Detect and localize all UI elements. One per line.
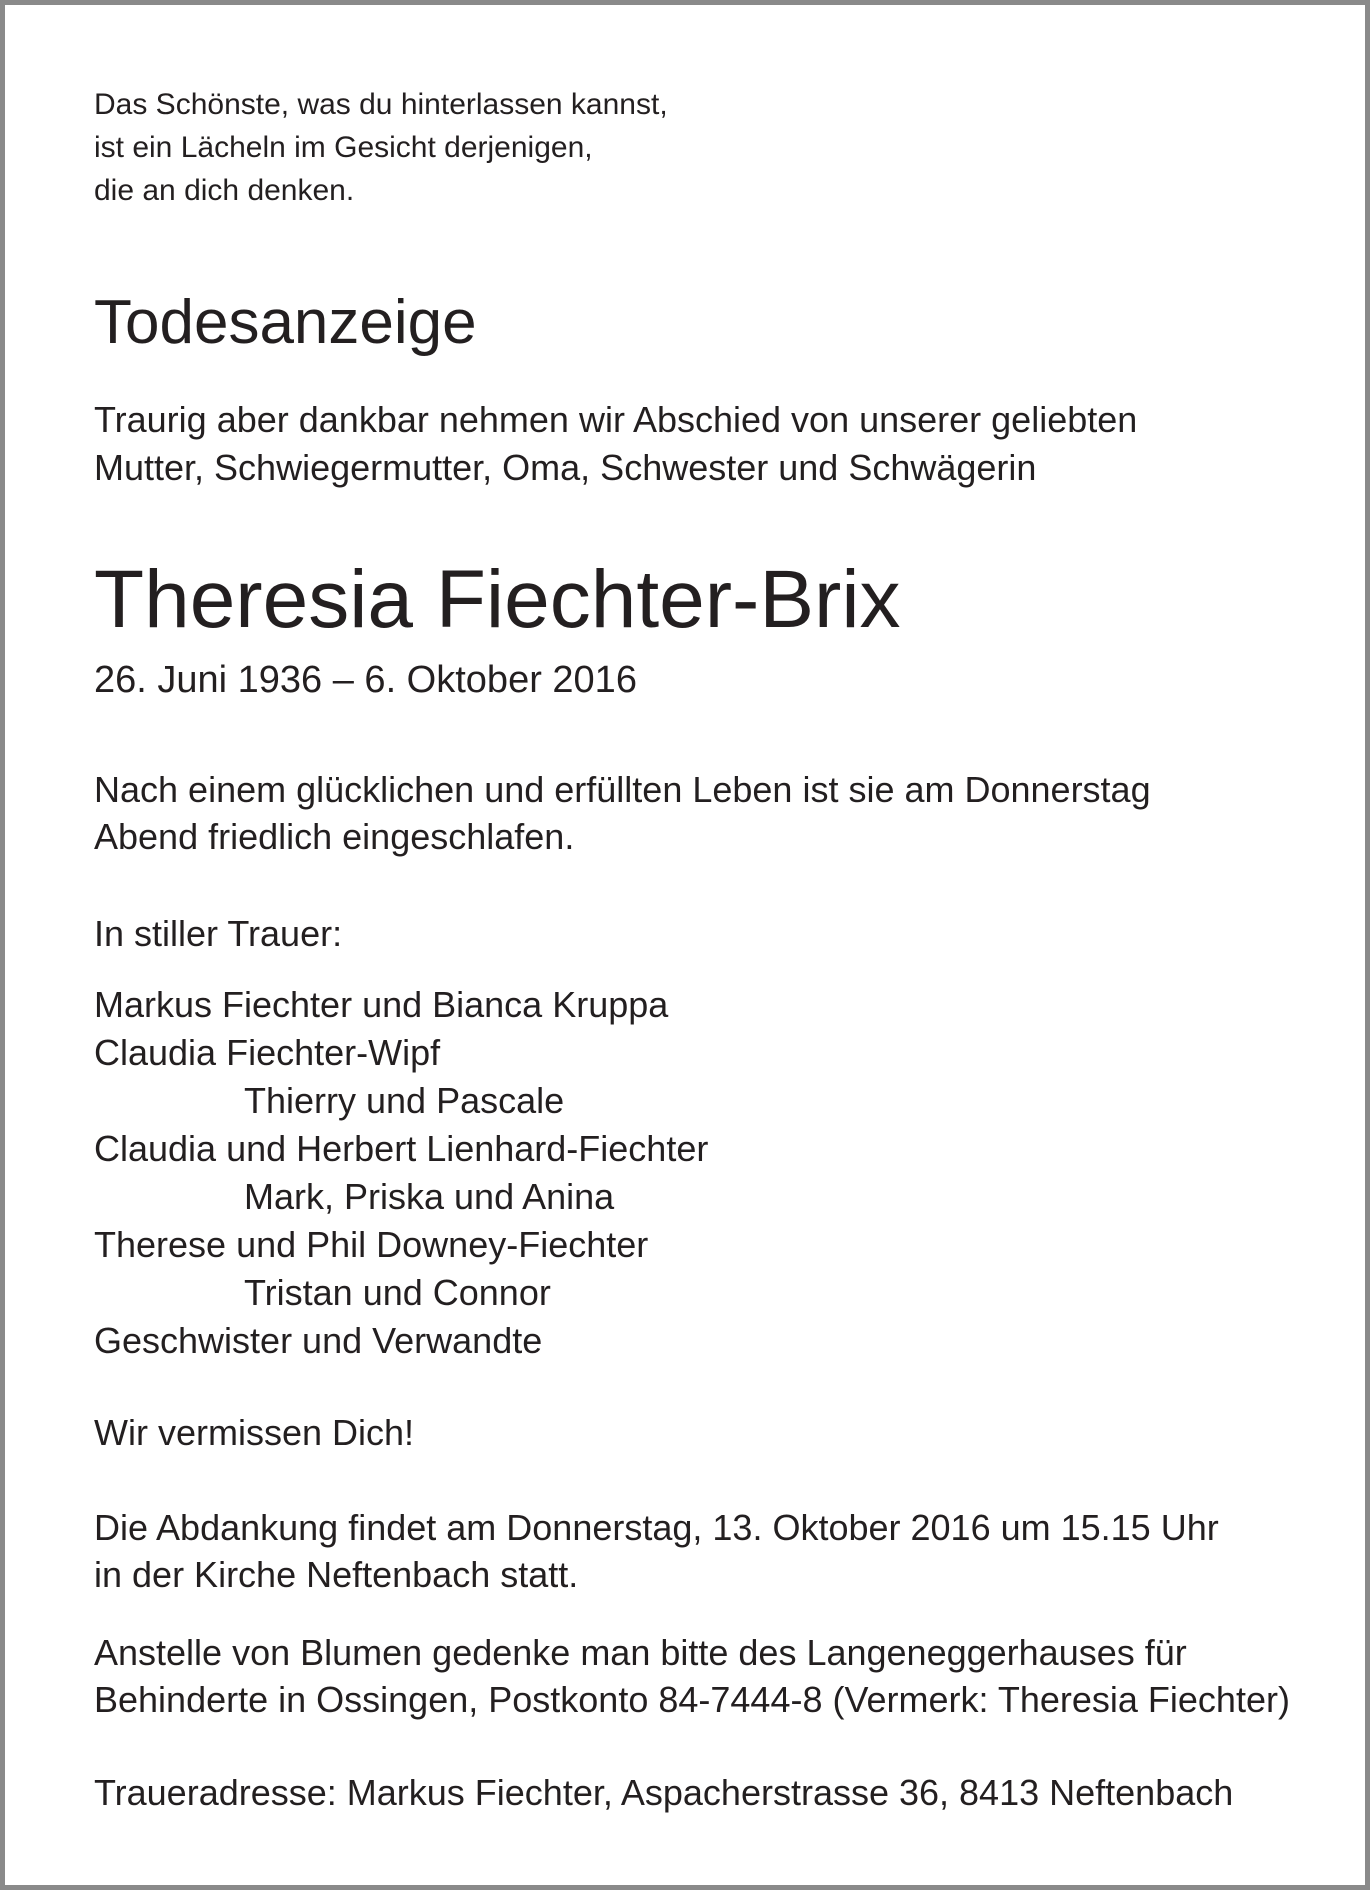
mourning-address-line: Traueradresse: Markus Fiechter, Aspacherstrasse 36, 8413 Neftenbach (94, 1772, 1234, 1813)
motto-line: Das Schönste, was du hinterlassen kannst, (94, 88, 668, 121)
mourning-heading (94, 910, 342, 957)
mourner-entry: Markus Fiechter und Bianca Kruppa (94, 984, 669, 1025)
mourners-list (94, 981, 708, 1365)
life-statement-line: Abend friedlich eingeschlafen. (94, 816, 575, 857)
mourner-entry-children: Mark, Priska und Anina (244, 1176, 615, 1217)
service-line: Die Abdankung findet am Donnerstag, 13. Oktober 2016 um 15.15 Uhr (94, 1507, 1219, 1548)
motto-quote (94, 83, 1314, 212)
mourning-heading-text: In stiller Trauer: (94, 913, 343, 954)
intro-text (94, 396, 1137, 492)
mourner-entry: Claudia Fiechter-Wipf (94, 1032, 441, 1073)
motto-line: die an dich denken. (94, 174, 355, 207)
mourner-entry: Claudia und Herbert Lienhard-Fiechter (94, 1128, 709, 1169)
farewell-line: Wir vermissen Dich! (94, 1412, 415, 1453)
page-title: Todesanzeige (94, 288, 477, 357)
intro-line: Mutter, Schwiegermutter, Oma, Schwester und Schwägerin (94, 447, 1037, 488)
life-dates: 26. Juni 1936 – 6. Oktober 2016 (94, 659, 637, 701)
intro-line: Traurig aber dankbar nehmen wir Abschied von unserer geliebten (94, 399, 1138, 440)
life-statement-line: Nach einem glücklichen und erfüllten Leben ist sie am Donnerstag (94, 769, 1151, 810)
service-info (94, 1504, 1219, 1598)
mourner-entry-children: Thierry und Pascale (244, 1080, 565, 1121)
mourning-address (94, 1769, 1233, 1816)
donation-line: Behinderte in Ossingen, Postkonto 84-7444-8 (Vermerk: Theresia Fiechter) (94, 1679, 1290, 1720)
mourner-entry: Geschwister und Verwandte (94, 1320, 543, 1361)
service-line: in der Kirche Neftenbach statt. (94, 1554, 579, 1595)
deceased-name: Theresia Fiechter-Brix (94, 554, 901, 645)
mourner-entry: Therese und Phil Downey-Fiechter (94, 1224, 649, 1265)
farewell-text (94, 1409, 414, 1456)
mourner-entry-children: Tristan und Connor (244, 1272, 551, 1313)
life-statement (94, 766, 1151, 860)
motto-line: ist ein Lächeln im Gesicht derjenigen, (94, 131, 593, 164)
donation-line: Anstelle von Blumen gedenke man bitte des Langeneggerhauses für (94, 1632, 1187, 1673)
donation-info (94, 1629, 1290, 1723)
